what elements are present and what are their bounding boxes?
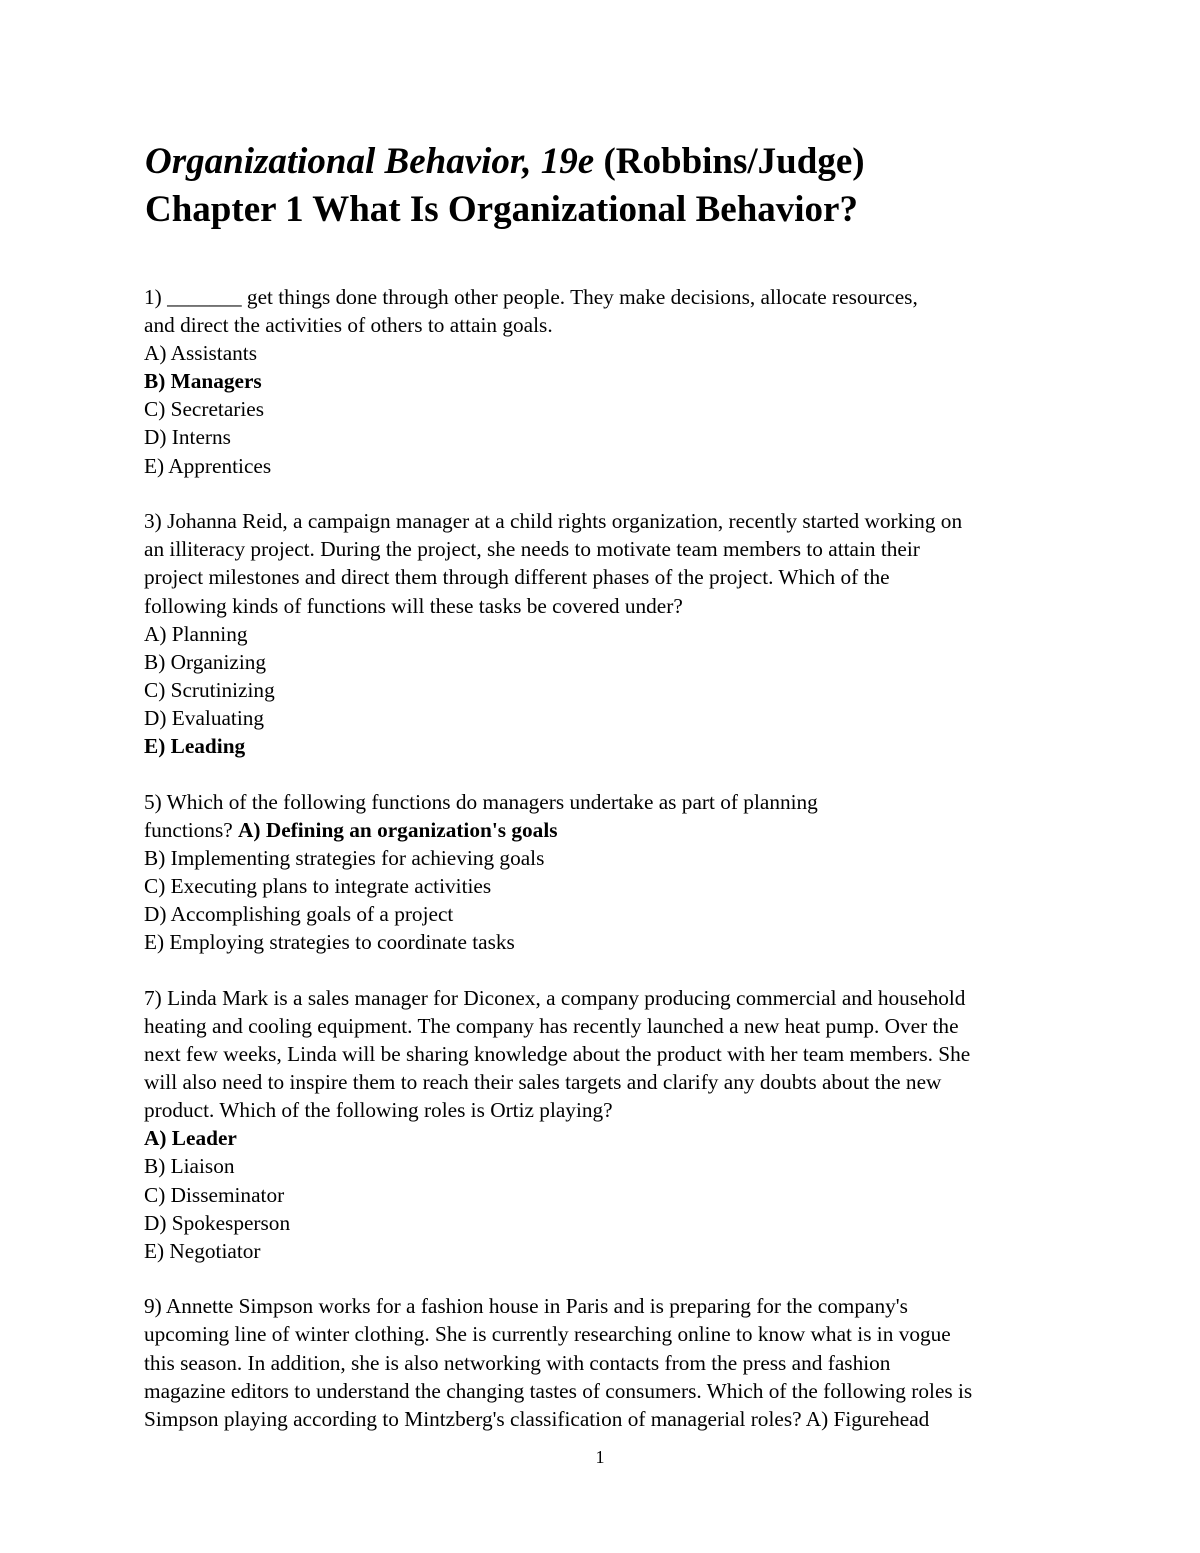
question-5-option-b: B) Implementing strategies for achieving goals bbox=[144, 845, 545, 870]
question-1-option-b-answer: B) Managers bbox=[144, 369, 262, 394]
question-1-option-c: C) Secretaries bbox=[144, 397, 265, 422]
question-1-text-line: 1) _______ get things done through other people. They make decisions, allocate resources, bbox=[144, 285, 918, 309]
spacer bbox=[144, 480, 1074, 508]
question-5-option-a-answer: A) Defining an organization's goals bbox=[238, 817, 558, 842]
spacer bbox=[144, 956, 1074, 984]
question-1-option-a: A) Assistants bbox=[144, 341, 258, 366]
question-7-text-line: next few weeks, Linda will be sharing knowledge about the product with her team members. She bbox=[144, 1042, 971, 1067]
spacer bbox=[144, 1265, 1074, 1293]
question-7-option-d: D) Spokesperson bbox=[144, 1210, 291, 1235]
page-number: 1 bbox=[595, 1447, 605, 1467]
question-5-text-end: functions? bbox=[144, 817, 239, 842]
question-9-text-line: upcoming line of winter clothing. She is currently researching online to know what is in vogue bbox=[144, 1322, 951, 1347]
title-line-1 bbox=[145, 138, 865, 186]
question-9-text-line: this season. In addition, she is also networking with contacts from the press and fashion bbox=[144, 1350, 891, 1375]
question-3-option-e-answer: E) Leading bbox=[144, 734, 246, 758]
question-7-text-line: product. Which of the following roles is Ortiz playing? bbox=[144, 1098, 613, 1123]
book-title: Organizational Behavior, 19e bbox=[145, 141, 595, 182]
question-5-text-line: 5) Which of the following functions do managers undertake as part of planning bbox=[144, 789, 818, 814]
question-5-text-line bbox=[144, 816, 1074, 844]
question-7-option-c: C) Disseminator bbox=[144, 1182, 285, 1207]
question-7-option-a-answer: A) Leader bbox=[144, 1126, 237, 1151]
question-3-option-a: A) Planning bbox=[144, 621, 248, 646]
chapter-title: Chapter 1 What Is Organizational Behavior? bbox=[145, 189, 858, 230]
question-9-text-line: 9) Annette Simpson works for a fashion house in Paris and is preparing for the company's bbox=[144, 1294, 908, 1319]
question-5-option-e: E) Employing strategies to coordinate tasks bbox=[144, 930, 515, 955]
document-header bbox=[145, 138, 865, 234]
question-5-option-d: D) Accomplishing goals of a project bbox=[144, 902, 454, 927]
question-9-text-line: Simpson playing according to Mintzberg's classification of managerial roles? A) Figurehead bbox=[144, 1406, 930, 1431]
question-7-text-line: heating and cooling equipment. The company has recently launched a new heat pump. Over the bbox=[144, 1013, 959, 1038]
question-3-text-line: following kinds of functions will these tasks be covered under? bbox=[144, 593, 683, 618]
question-1-text-line: and direct the activities of others to attain goals. bbox=[144, 313, 553, 338]
question-5-option-c: C) Executing plans to integrate activities bbox=[144, 873, 492, 898]
question-3-option-d: D) Evaluating bbox=[144, 705, 265, 730]
question-1-option-d: D) Interns bbox=[144, 425, 231, 450]
question-list bbox=[144, 283, 1074, 1433]
question-3-text-line: project milestones and direct them through different phases of the project. Which of the bbox=[144, 565, 890, 590]
question-3-option-b: B) Organizing bbox=[144, 649, 267, 674]
question-3-text-line: an illiteracy project. During the project, she needs to motivate team members to attain their bbox=[144, 537, 920, 562]
question-3-option-c: C) Scrutinizing bbox=[144, 677, 275, 702]
spacer bbox=[144, 760, 1074, 788]
question-7-option-e: E) Negotiator bbox=[144, 1238, 261, 1263]
authors: (Robbins/Judge) bbox=[603, 141, 865, 182]
question-7-option-b: B) Liaison bbox=[144, 1154, 235, 1179]
question-3-text-line: 3) Johanna Reid, a campaign manager at a child rights organization, recently started working on bbox=[144, 509, 963, 534]
question-9-text-line: magazine editors to understand the changing tastes of consumers. Which of the following roles is bbox=[144, 1378, 973, 1403]
question-7-text-line: will also need to inspire them to reach their sales targets and clarify any doubts about the new bbox=[144, 1070, 942, 1095]
question-7-text-line: 7) Linda Mark is a sales manager for Diconex, a company producing commercial and household bbox=[144, 985, 966, 1010]
question-1-option-e: E) Apprentices bbox=[144, 453, 272, 478]
